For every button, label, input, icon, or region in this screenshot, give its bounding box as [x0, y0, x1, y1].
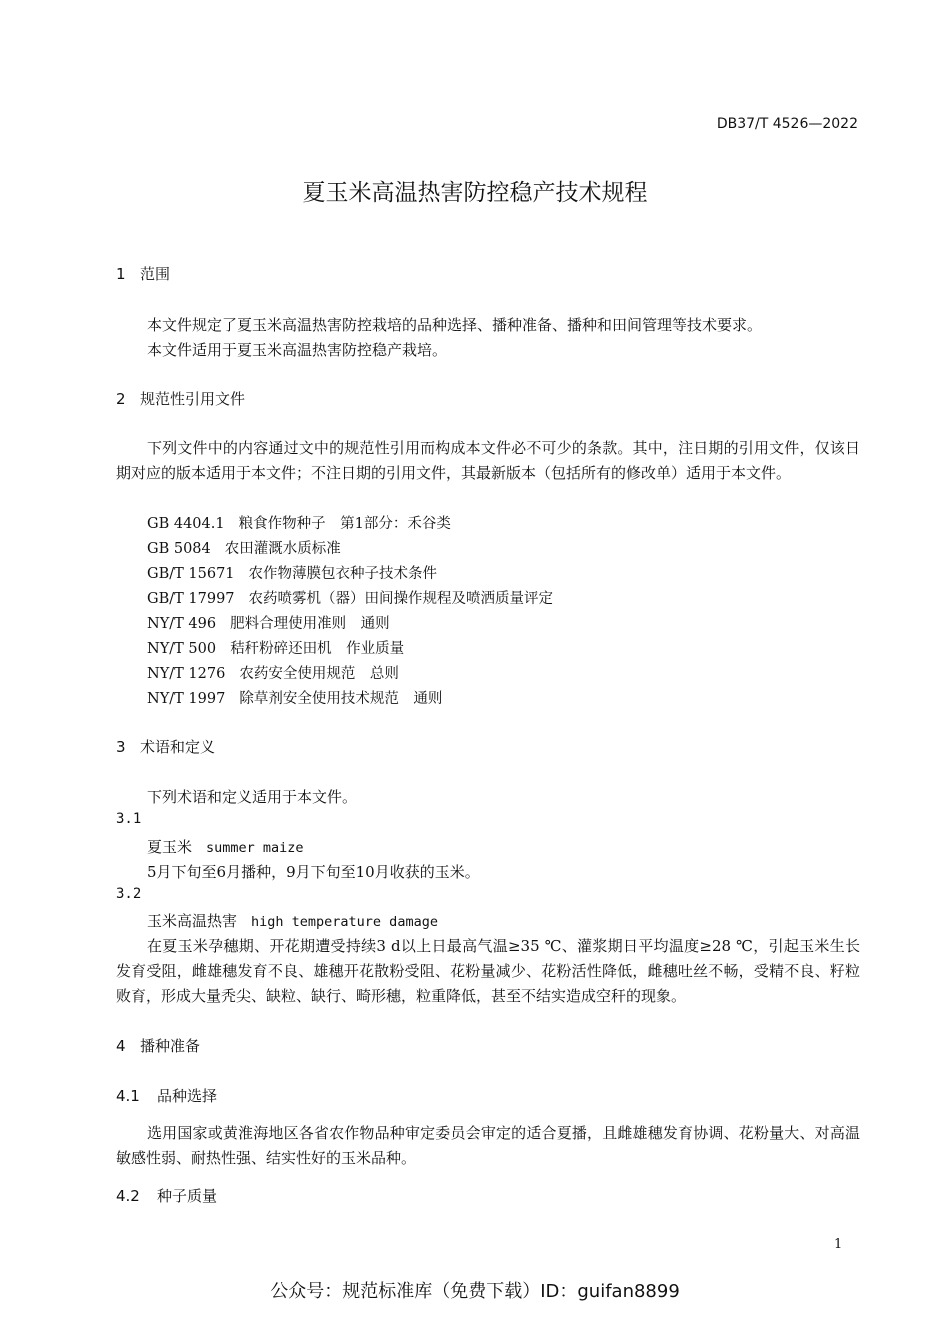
reference-item — [147, 562, 437, 583]
section-1-heading — [116, 263, 170, 284]
term-heading — [147, 910, 438, 931]
references-intro: 下列文件中的内容通过文中的规范性引用而构成本文件必不可少的条款。其中，注日期的引用文件，仅该日期对应的版本适用于本文件；不注日期的引用文件，其最新版本（包括所有的修改单）适用于本文件。 — [116, 439, 860, 482]
reference-name: 农田灌溉水质标准 — [224, 541, 341, 557]
subsection-number: 4.2 — [116, 1187, 140, 1205]
footer-watermark: 公众号：规范标准库（免费下载）ID：guifan8899 — [270, 1281, 680, 1302]
term-number: 3.1 — [116, 811, 142, 827]
reference-code: GB/T 17997 — [147, 591, 235, 607]
scope-paragraph-2: 本文件适用于夏玉米高温热害防控稳产栽培。 — [147, 341, 448, 359]
section-number: 2 — [116, 390, 126, 408]
reference-code: NY/T 496 — [147, 616, 217, 632]
reference-item — [147, 687, 442, 708]
section-title: 术语和定义 — [140, 738, 216, 756]
reference-code: GB 5084 — [147, 541, 211, 557]
reference-name: 秸秆粉碎还田机 作业质量 — [230, 641, 405, 657]
term-chinese: 玉米高温热害 — [147, 912, 238, 930]
reference-code: GB 4404.1 — [147, 516, 225, 532]
page-number: 1 — [834, 1237, 843, 1252]
reference-item — [147, 637, 404, 658]
reference-item — [147, 612, 390, 633]
section-title: 范围 — [140, 265, 171, 283]
reference-name: 除草剂安全使用技术规范 通则 — [239, 691, 443, 707]
term-english: high temperature damage — [251, 914, 438, 930]
variety-selection-text: 选用国家或黄淮海地区各省农作物品种审定委员会审定的适合夏播，且雌雄穗发育协调、花粉量大、对高温敏感性弱、耐热性强、结实性好的玉米品种。 — [116, 1124, 860, 1167]
document-number: DB37/T 4526—2022 — [716, 116, 858, 132]
term-number: 3.2 — [116, 886, 142, 902]
reference-name: 肥料合理使用准则 通则 — [230, 616, 390, 632]
term-definition: 在夏玉米孕穗期、开花期遭受持续3 d以上日最高气温≥35 ℃、灌浆期日平均温度≥28 ℃，引起玉米生长发育受阻，雌雄穗发育不良、雄穗开花散粉受阻、花粉量减少、花粉活性降低，雌穗吐丝不畅，受精不良、籽粒败育，形成大量秃尖、缺粒、缺行、畸形穗，粒重降低，甚至不结实造成空秆的现象。 — [116, 937, 860, 1005]
section-number: 3 — [116, 738, 126, 756]
section-4-heading — [116, 1035, 200, 1056]
reference-item — [147, 587, 553, 608]
reference-name: 农作物薄膜包衣种子技术条件 — [248, 566, 438, 582]
term-heading — [147, 836, 304, 857]
reference-code: NY/T 1997 — [147, 691, 226, 707]
reference-name: 农药安全使用规范 总则 — [239, 666, 399, 682]
document-title: 夏玉米高温热害防控稳产技术规程 — [302, 180, 648, 206]
section-3-heading — [116, 736, 215, 757]
term-definition: 5月下旬至6月播种，9月下旬至10月收获的玉米。 — [147, 863, 480, 881]
subsection-title: 品种选择 — [157, 1087, 218, 1105]
terms-intro: 下列术语和定义适用于本文件。 — [147, 788, 358, 806]
subsection-4-2-heading — [116, 1185, 217, 1206]
section-title: 播种准备 — [140, 1037, 201, 1055]
subsection-number: 4.1 — [116, 1087, 140, 1105]
term-chinese: 夏玉米 — [147, 838, 193, 856]
section-title: 规范性引用文件 — [140, 390, 246, 408]
reference-name: 粮食作物种子 第1部分：禾谷类 — [238, 516, 451, 532]
section-2-heading — [116, 388, 245, 409]
section-number: 4 — [116, 1037, 126, 1055]
section-number: 1 — [116, 265, 126, 283]
term-english: summer maize — [206, 840, 304, 856]
reference-name: 农药喷雾机（器）田间操作规程及喷洒质量评定 — [248, 591, 554, 607]
reference-code: NY/T 1276 — [147, 666, 226, 682]
reference-code: GB/T 15671 — [147, 566, 235, 582]
reference-item — [147, 662, 399, 683]
reference-item — [147, 512, 451, 533]
reference-code: NY/T 500 — [147, 641, 217, 657]
subsection-4-1-heading — [116, 1085, 217, 1106]
subsection-title: 种子质量 — [157, 1187, 218, 1205]
scope-paragraph-1: 本文件规定了夏玉米高温热害防控栽培的品种选择、播种准备、播种和田间管理等技术要求。 — [147, 316, 763, 334]
reference-item — [147, 537, 341, 558]
